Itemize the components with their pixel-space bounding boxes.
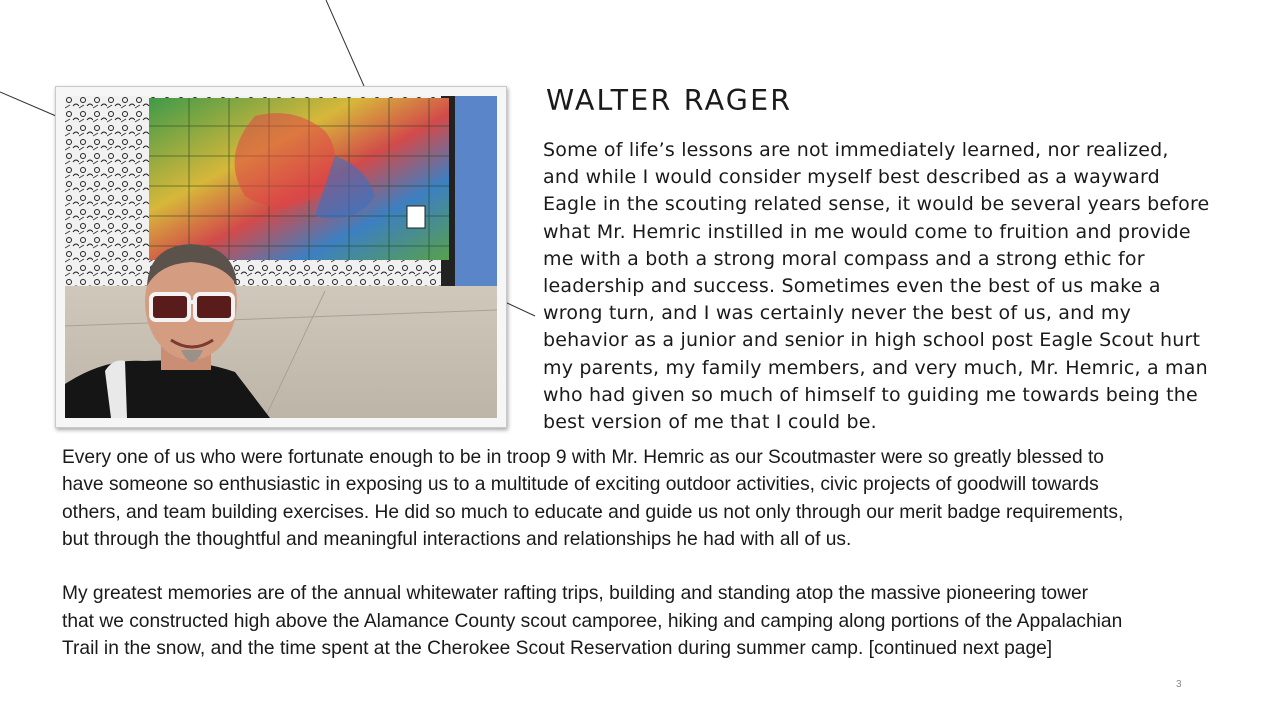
- intro-line: wrong turn, and I was certainly never the best of us, and my: [543, 302, 1132, 325]
- intro-line: Some of life’s lessons are not immediately learned, nor realized,: [543, 139, 1169, 161]
- intro-line: leadership and success. Sometimes even the best of us make a: [543, 275, 1161, 298]
- page-number: 3: [1176, 679, 1182, 690]
- intro-line: who had given so much of himself to guiding me towards being the: [543, 383, 1198, 406]
- body-line: others, and team building exercises. He did so much to educate and guide us not only through our merit badge requirements,: [62, 501, 1124, 523]
- slide-title: WALTER RAGER: [546, 84, 793, 117]
- intro-line: what Mr. Hemric instilled in me would come to fruition and provide: [543, 220, 1191, 243]
- body-line: have someone so enthusiastic in exposing us to a multitude of exciting outdoor activities, civic projects of goodwill towards: [62, 474, 1099, 496]
- intro-line: me with a both a strong moral compass and a strong ethic for: [543, 247, 1145, 270]
- paragraph-spacer: [62, 553, 1232, 580]
- paragraph-troop-9: [62, 444, 1232, 553]
- intro-line: and while I would consider myself best described as a wayward: [543, 166, 1160, 189]
- body-line: Trail in the snow, and the time spent at the Cherokee Scout Reservation during summer camp. [continued next page]: [62, 638, 1053, 660]
- selfie-mural-photo: [65, 96, 497, 418]
- body-line: Every one of us who were fortunate enough to be in troop 9 with Mr. Hemric as our Scoutmaster were so greatly blessed to: [62, 447, 1104, 468]
- intro-paragraph: [543, 137, 1233, 436]
- intro-line: best version of me that I could be.: [543, 411, 877, 434]
- photo-frame: [55, 86, 507, 428]
- body-line: but through the thoughtful and meaningful interactions and relationships he had with all of us.: [62, 528, 852, 550]
- paragraph-memories: [62, 580, 1232, 662]
- body-line: My greatest memories are of the annual whitewater rafting trips, building and standing atop the massive pioneering tower: [62, 583, 1089, 605]
- intro-line: Eagle in the scouting related sense, it would be several years before: [543, 193, 1210, 216]
- intro-line: behavior as a junior and senior in high school post Eagle Scout hurt: [543, 329, 1201, 352]
- intro-line: my parents, my family members, and very much, Mr. Hemric, a man: [543, 356, 1208, 379]
- body-line: that we constructed high above the Alamance County scout camporee, hiking and camping along portions of the Appalachian: [62, 610, 1123, 632]
- body-text: [62, 444, 1232, 662]
